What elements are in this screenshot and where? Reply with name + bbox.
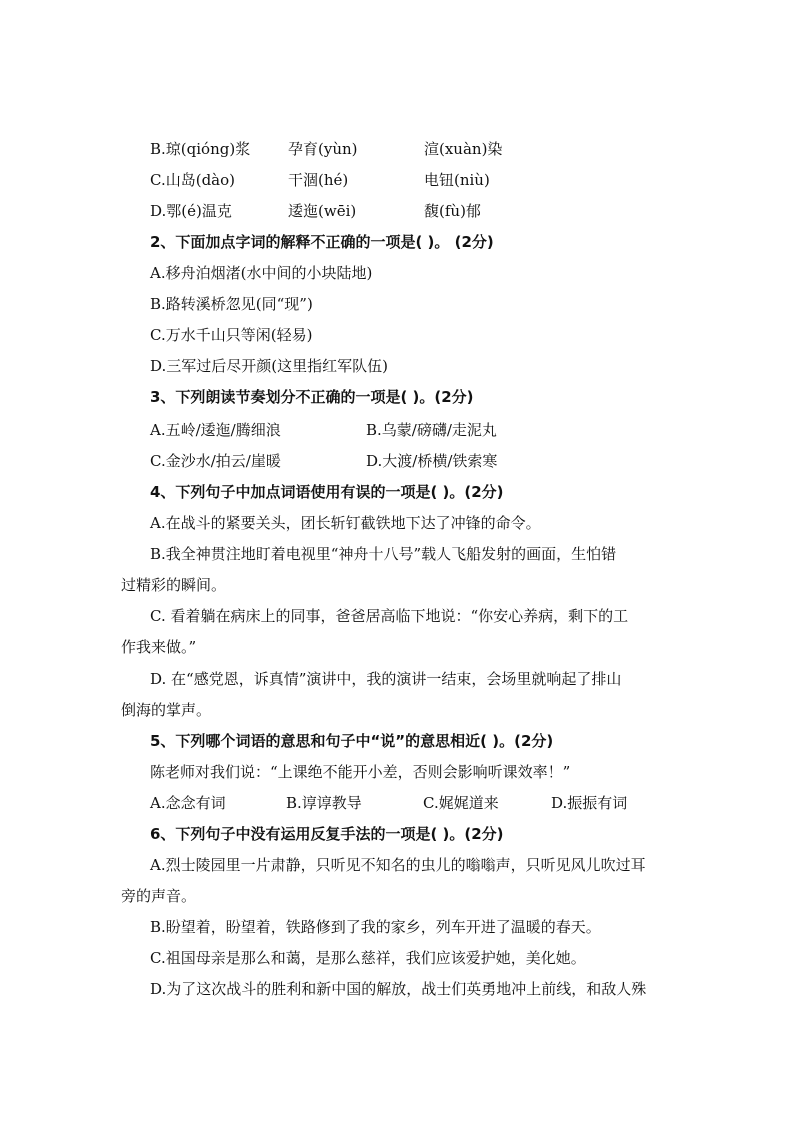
- q4-option-c-line2: 作我来做。”: [121, 638, 197, 656]
- q5-option-c: C.娓娓道来: [423, 794, 499, 812]
- q2-option-d: D.三军过后尽开颜(这里指红军队伍): [150, 357, 388, 375]
- q5-option-a: A.念念有词: [150, 794, 226, 812]
- q1-d-word3: 馥(fù)郁: [424, 202, 481, 220]
- q6-option-b: B.盼望着，盼望着，铁路修到了我的家乡，列车开进了温暖的春天。: [150, 918, 601, 936]
- q3-option-a: A.五岭/逶迤/腾细浪: [150, 421, 281, 439]
- q4-option-a: A.在战斗的紧要关头，团长斩钉截铁地下达了冲锋的命令。: [150, 514, 541, 532]
- q5-sentence: 陈老师对我们说：“上课绝不能开小差，否则会影响听课效率！”: [150, 763, 571, 781]
- q5-option-b: B.谆谆教导: [286, 794, 362, 812]
- q4-stem: 4、下列句子中加点词语使用有误的一项是( )。(2分): [150, 483, 504, 501]
- q4-option-b-line2: 过精彩的瞬间。: [121, 576, 227, 594]
- q3-stem: 3、下列朗读节奏划分不正确的一项是( )。(2分): [150, 388, 474, 406]
- q1-c-word2: 干涸(hé): [288, 171, 349, 189]
- q4-option-d-line1: D. 在“感党恩，诉真情”演讲中，我的演讲一结束，会场里就响起了排山: [150, 670, 622, 688]
- q5-option-d: D.振振有词: [551, 794, 628, 812]
- q6-option-a-line1: A.烈士陵园里一片肃静，只听见不知名的虫儿的嗡嗡声，只听见风儿吹过耳: [150, 856, 646, 874]
- q1-c-word3: 电钮(niù): [424, 171, 490, 189]
- q2-stem: 2、下面加点字词的解释不正确的一项是( )。 (2分): [150, 233, 494, 251]
- q6-option-a-line2: 旁的声音。: [121, 887, 197, 905]
- q3-option-c: C.金沙水/拍云/崖暖: [150, 452, 281, 470]
- q3-option-d: D.大渡/桥横/铁索寒: [366, 452, 498, 470]
- q1-b-word1: B.琼(qióng)浆: [150, 140, 251, 158]
- q1-b-word3: 渲(xuàn)染: [424, 140, 503, 158]
- q2-option-a: A.移舟泊烟渚(水中间的小块陆地): [150, 264, 373, 282]
- q5-stem: 5、下列哪个词语的意思和句子中“说”的意思相近( )。(2分): [150, 732, 554, 750]
- q2-option-c: C.万水千山只等闲(轻易): [150, 326, 313, 344]
- q1-b-word2: 孕育(yùn): [288, 140, 358, 158]
- q1-d-word2: 逶迤(wēi): [288, 202, 357, 220]
- q4-option-c-line1: C. 看着躺在病床上的同事，爸爸居高临下地说：“你安心养病，剩下的工: [150, 607, 629, 625]
- q4-option-b-line1: B.我全神贯注地盯着电视里“神舟十八号”载人飞船发射的画面，生怕错: [150, 545, 617, 563]
- q2-option-b: B.路转溪桥忽见(同“现”): [150, 295, 313, 313]
- q1-d-word1: D.鄂(é)温克: [150, 202, 232, 220]
- q4-option-d-line2: 倒海的掌声。: [121, 701, 212, 719]
- q3-option-b: B.乌蒙/磅礴/走泥丸: [366, 421, 497, 439]
- q1-c-word1: C.山岛(dào): [150, 171, 235, 189]
- q6-option-c: C.祖国母亲是那么和蔼，是那么慈祥，我们应该爱护她，美化她。: [150, 949, 586, 967]
- q6-stem: 6、下列句子中没有运用反复手法的一项是( )。(2分): [150, 825, 504, 843]
- q6-option-d: D.为了这次战斗的胜利和新中国的解放，战士们英勇地冲上前线，和敌人殊: [150, 980, 647, 998]
